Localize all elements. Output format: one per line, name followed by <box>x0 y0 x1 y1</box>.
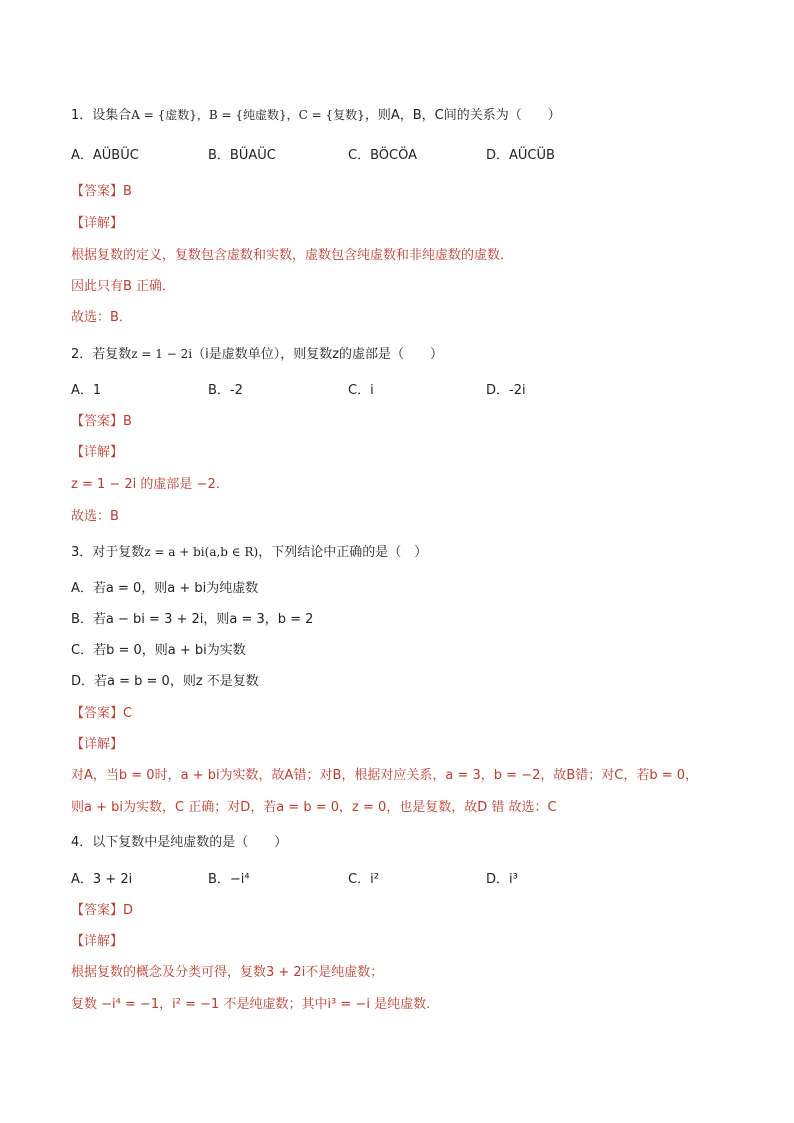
question-2-explain-line: z = 1 − 2i 的虚部是 −2. <box>71 477 220 492</box>
question-1-option-a: A．AÜBÜC <box>71 148 139 163</box>
question-3-answer: 【答案】C <box>71 706 133 721</box>
question-1-stem-pre: 1．设集合 <box>71 108 132 123</box>
question-4-option-c: C．i² <box>348 872 379 887</box>
question-3-stem-post: ，下列结论中正确的是（ ） <box>258 545 428 560</box>
question-1-option-c: C．BÖCÖA <box>348 148 417 163</box>
question-4-answer: 【答案】D <box>71 903 134 918</box>
question-1-stem-post: ，则A，B，C间的关系为（ ） <box>364 108 561 123</box>
question-3-detail-label: 【详解】 <box>71 737 124 752</box>
question-1-explain-line: 故选：B． <box>71 310 132 325</box>
question-3-option-d: D．若a = b = 0，则z 不是复数 <box>71 674 259 689</box>
question-1-option-d: D．AÜCÜB <box>486 148 555 163</box>
question-4-stem <box>71 834 287 852</box>
question-2-stem-post: （i是虚数单位），则复数z的虚部是（ ） <box>192 347 444 362</box>
question-2-stem-math: z = 1 − 2i <box>131 347 193 361</box>
question-4-option-d: D．i³ <box>486 872 518 887</box>
question-3-option-a: A．若a = 0，则a + bi为纯虚数 <box>71 581 259 596</box>
question-3-stem-pre: 3．对于复数 <box>71 545 145 560</box>
question-1-explain-line: 根据复数的定义，复数包含虚数和实数，虚数包含纯虚数和非纯虚数的虚数． <box>71 248 514 263</box>
question-1-detail-label: 【详解】 <box>71 216 124 231</box>
question-1-answer: 【答案】B <box>71 184 132 199</box>
question-1-stem <box>71 106 561 125</box>
question-2-answer: 【答案】B <box>71 414 132 429</box>
question-2-stem-pre: 2．若复数 <box>71 347 132 362</box>
question-3-option-c: C．若b = 0，则a + bi为实数 <box>71 643 246 658</box>
question-2-explain-line: 故选：B <box>71 509 119 524</box>
question-3-option-b: B．若a − bi = 3 + 2i，则a = 3，b = 2 <box>71 612 314 627</box>
question-3-stem-math: z = a + bi(a,b ∈ R) <box>144 545 259 559</box>
question-4-stem-pre: 4．以下复数中是纯虚数的是（ ） <box>71 835 288 850</box>
question-1-stem-math: A = {虚数}，B = {纯虚数}，C = {复数} <box>131 108 365 122</box>
question-2-option-b: B．-2 <box>208 383 243 398</box>
question-2-option-c: C．i <box>348 383 374 398</box>
question-1-option-b: B．BÜAÜC <box>208 148 276 163</box>
question-2-detail-label: 【详解】 <box>71 445 124 460</box>
question-3-explain-line: 则a + bi为实数，C 正确；对D，若a = b = 0，z = 0，也是复数，故D 错 故选：C <box>71 800 557 815</box>
question-2-stem <box>71 345 443 364</box>
question-2-option-d: D．-2i <box>486 383 526 398</box>
question-1-explain-line: 因此只有B 正确． <box>71 279 176 294</box>
question-2-option-a: A．1 <box>71 383 102 398</box>
question-4-explain-line: 复数 −i⁴ = −1，i² = −1 不是纯虚数；其中i³ = −i 是纯虚数. <box>71 997 431 1012</box>
question-4-option-a: A．3 + 2i <box>71 872 133 887</box>
question-3-stem <box>71 543 427 562</box>
question-4-explain-line: 根据复数的概念及分类可得，复数3 + 2i不是纯虚数； <box>71 965 384 980</box>
question-4-option-b: B．−i⁴ <box>208 872 250 887</box>
question-4-detail-label: 【详解】 <box>71 934 124 949</box>
question-3-explain-line: 对A，当b = 0时，a + bi为实数，故A错；对B，根据对应关系，a = 3，b = −2，故B错；对C，若b = 0， <box>71 768 699 783</box>
